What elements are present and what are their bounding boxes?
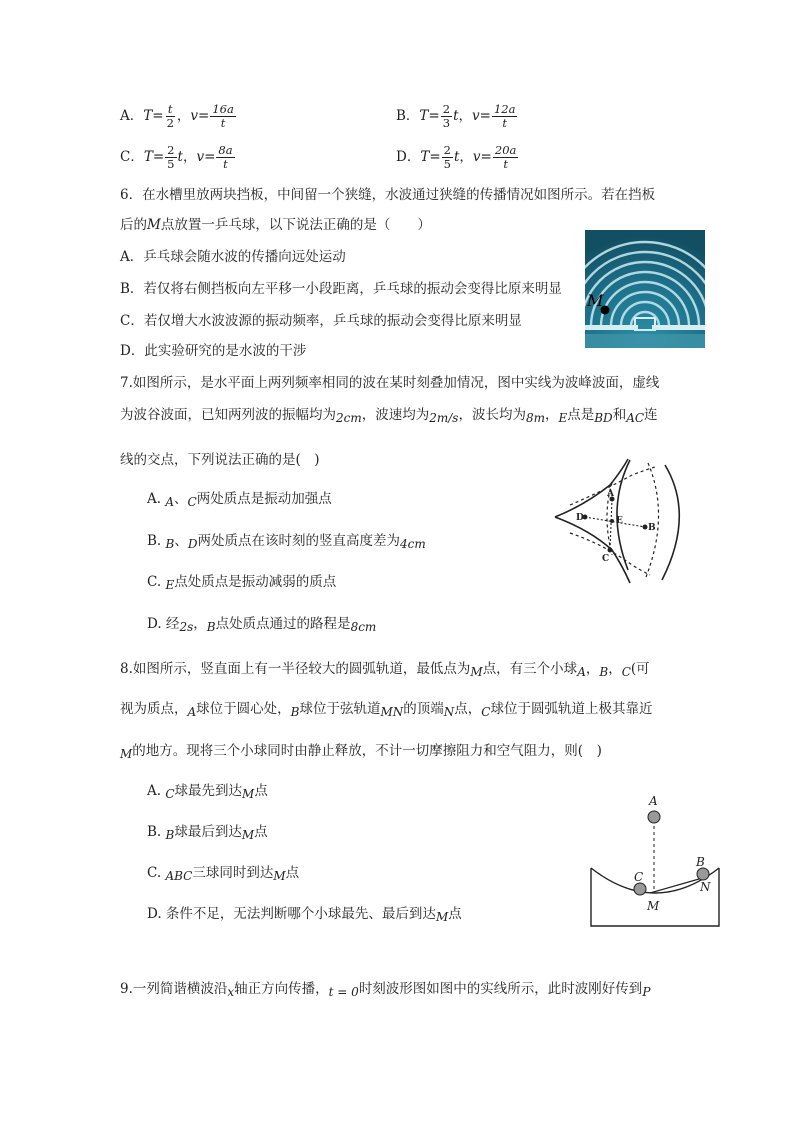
q7-label-a: A [607, 489, 614, 499]
q8-label-n: N [700, 880, 711, 894]
q8-chord-mn [650, 877, 706, 893]
q8-ball-b [697, 868, 709, 880]
q6-barrier-right [652, 325, 705, 330]
q6-water-wave-figure [585, 230, 705, 348]
q8-label-m: M [647, 899, 660, 913]
q8-option-c: C. ABC三球同时到达M点 [147, 865, 300, 883]
q8-label-b: B [696, 855, 705, 869]
q8-ball-c [634, 883, 646, 895]
q7-stem-line2: 为波谷波面，已知两列波的振幅均为2cm，波速均为2m/s，波长均为8m，E点是BD和AC连 [120, 407, 658, 425]
q9-stem-line1: 9.一列简谐横波沿x轴正方向传播，t = 0时刻波形图如图中的实线所示，此时波刚好传到P [120, 981, 651, 999]
q7-label-d: D [576, 513, 584, 523]
q6-stem-line1: 6．在水槽里放两块挡板，中间留一个狭缝，水波通过狭缝的传播情况如图所示。若在挡板 [120, 187, 656, 203]
q5-option-b: B．T= $\frac{2}{3}$ t，v= $\frac{12a}{t}$ [396, 102, 516, 130]
q7-label-e: E [616, 516, 623, 526]
q7-label-c: C [602, 554, 610, 564]
q7-stem-line1: 7.如图所示，是水平面上两列频率相同的波在某时刻叠加情况，图中实线为波峰波面，虚线 [120, 375, 660, 391]
q8-option-b: B. B球最后到达M点 [147, 824, 268, 842]
q6-option-c: C．若仅增大水波波源的振动频率，乒乓球的振动会变得比原来明显 [120, 313, 522, 329]
q6-point-m-label: M [587, 291, 604, 310]
q8-stem-line1: 8.如图所示，竖直面上有一半径较大的圆弧轨道，最低点为M点，有三个小球A，B，C(可 [120, 661, 650, 679]
q6-option-d: D．此实验研究的是水波的干涉 [120, 343, 307, 359]
q8-stem-line2: 视为质点，A球位于圆心处，B球位于弦轨道MN的顶端N点，C球位于圆弧轨道上极其靠近 [120, 701, 653, 719]
q8-option-a: A. C球最先到达M点 [147, 783, 268, 801]
q7-option-d: D. 经2s，B点处质点通过的路程是8cm [147, 616, 377, 634]
q6-barrier-left [585, 325, 638, 330]
q8-arc-track-figure [588, 790, 723, 930]
q7-option-a: A. A、C两处质点是振动加强点 [147, 491, 332, 509]
q6-stem-line2: 后的M点放置一乒乓球，以下说法正确的是（ ） [120, 217, 431, 233]
q6-option-b: B．若仅将右侧挡板向左平移一小段距离，乒乓球的振动会变得比原来明显 [120, 281, 562, 297]
q5-option-c: C．T= $\frac{2}{5}$ t，v= $\frac{8a}{t}$ [120, 143, 233, 171]
q8-stem-line3: M的地方。现将三个小球同时由静止释放，不计一切摩擦阻力和空气阻力，则( ) [120, 743, 602, 761]
q5-option-d: D．T= $\frac{2}{5}$ t，v= $\frac{20a}{t}$ [396, 143, 517, 171]
q8-ball-a [648, 811, 660, 823]
q7-option-c: C. E点处质点是振动减弱的质点 [147, 574, 337, 592]
q7-stem-line3: 线的交点，下列说法正确的是( ) [120, 452, 320, 468]
q5-option-a: A．T= $\frac{t}{2}$ ，v= $\frac{16a}{t}$ [120, 102, 234, 130]
q8-label-a: A [649, 794, 658, 808]
q6-option-a: A．乒乓球会随水波的传播向远处运动 [120, 249, 346, 265]
q7-label-b: B [648, 523, 656, 533]
q6-figure-bottom-strip [585, 334, 705, 348]
q7-interference-figure [550, 455, 700, 585]
q8-option-d: D. 条件不足，无法判断哪个小球最先、最后到达M点 [147, 906, 462, 924]
q7-points [583, 497, 648, 553]
q7-option-b: B. B、D两处质点在该时刻的竖直高度差为4cm [147, 533, 426, 551]
q8-label-c: C [634, 870, 644, 884]
